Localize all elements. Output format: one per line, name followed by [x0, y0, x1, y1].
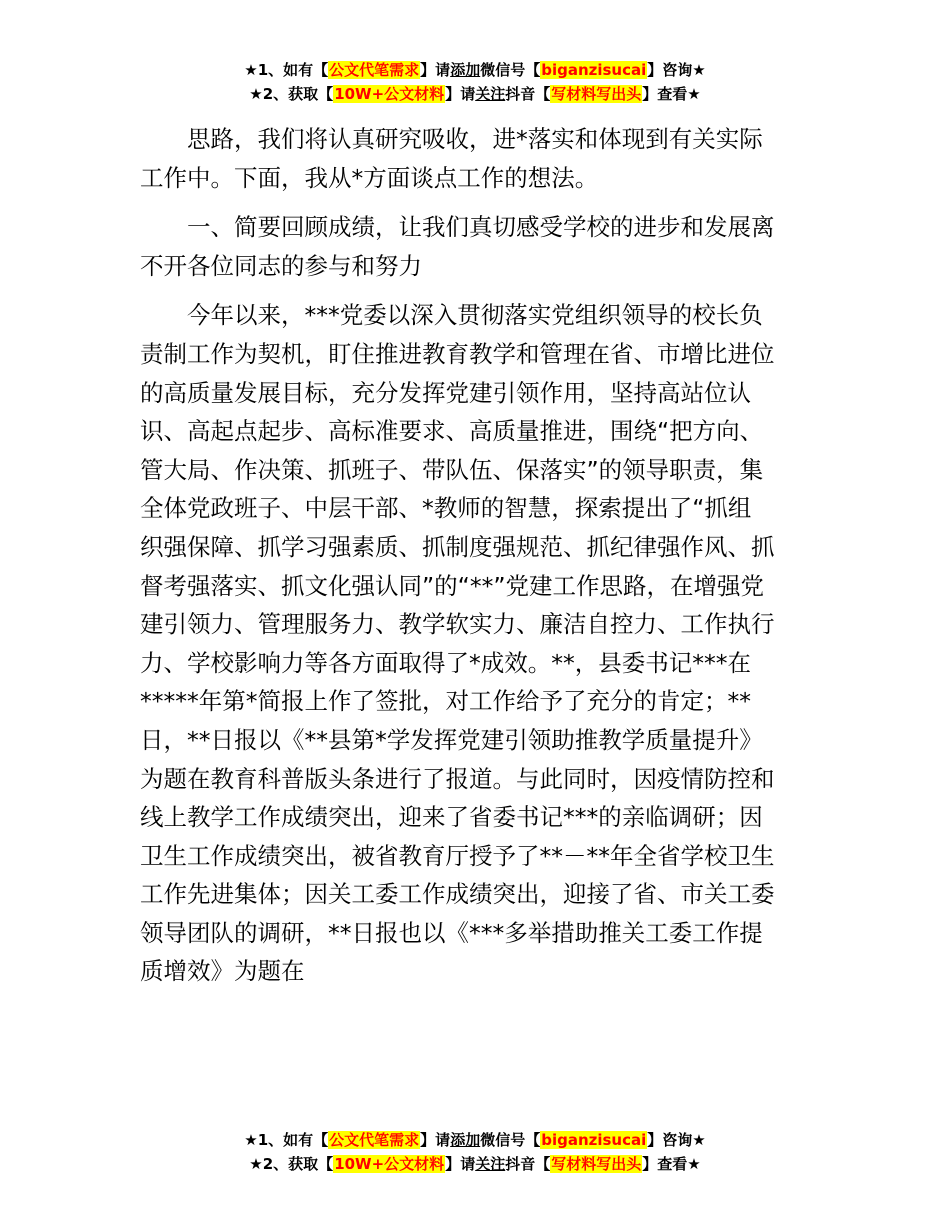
paragraph-intro: 思路，我们将认真研究吸收，进*落实和体现到有关实际 工作中。下面，我从*方面谈点工作的想法。 [140, 125, 763, 192]
footer-line-1: ★1、如有【公文代笔需求】请添加微信号【biganzisucai】咨询★ [244, 1131, 706, 1149]
section-heading-1: 一、简要回顾成绩，让我们真切感受学校的进步和发展离 不开各位同志的参与和努力 [140, 213, 775, 280]
highlight-materials: 10W+公文材料 [334, 85, 445, 103]
banner-line-2: ★2、获取【10W+公文材料】请关注抖音【写材料写出头】查看★ [249, 85, 701, 103]
highlight-service: 公文代笔需求 [329, 61, 420, 79]
footer-banner [0, 1128, 950, 1176]
banner-line-1: ★1、如有【公文代笔需求】请添加微信号【biganzisucai】咨询★ [244, 61, 706, 79]
highlight-wechat-id: biganzisucai [541, 61, 647, 79]
header-banner [0, 58, 950, 106]
paragraph-achievements: 今年以来，***党委以深入贯彻落实党组织领导的校长负 责制工作为契机，盯住推进教育教学和管理在省、市增比进位 的高质量发展目标，充分发挥党建引领作用，坚持高站位认 识、高起点起步、高标准要求、高质量推进，围绕“把方向、 管大局、作决策、抓班子、带队伍、保落实”的领导职责，集 全体党政班子、中层干部、*教师的智慧，探索提出了“抓组 织强保障、抓学习强素质、抓制度强规范、抓纪律强作风、抓 督考强落实、抓文化强认同”的“**”党建工作思路，在增强党 建引领力、管理服务力、教学软实力、廉洁自控力、工作执行 力、学校影响力等各方面取得了*成效。**，县委书记***在 *****年第*简报上作了签批，对工作给予了充分的肯定；** 日，**日报以《**县第*学发挥党建引领助推教学质量提升》 为题在教育科普版头条进行了报道。与此同时，因疫情防控和 线上教学工作成绩突出，迎来了省委书记***的亲临调研；因 卫生工作成绩突出，被省教育厅授予了**－**年全省学校卫生 工作先进集体；因关工委工作成绩突出，迎接了省、市关工委 领导团队的调研，**日报也以《***多举措助推关工委工作提 质增效》为题在 [140, 301, 775, 986]
document-body [140, 120, 812, 991]
highlight-douyin-account: 写材料写出头 [551, 85, 642, 103]
footer-line-2: ★2、获取【10W+公文材料】请关注抖音【写材料写出头】查看★ [249, 1155, 701, 1173]
